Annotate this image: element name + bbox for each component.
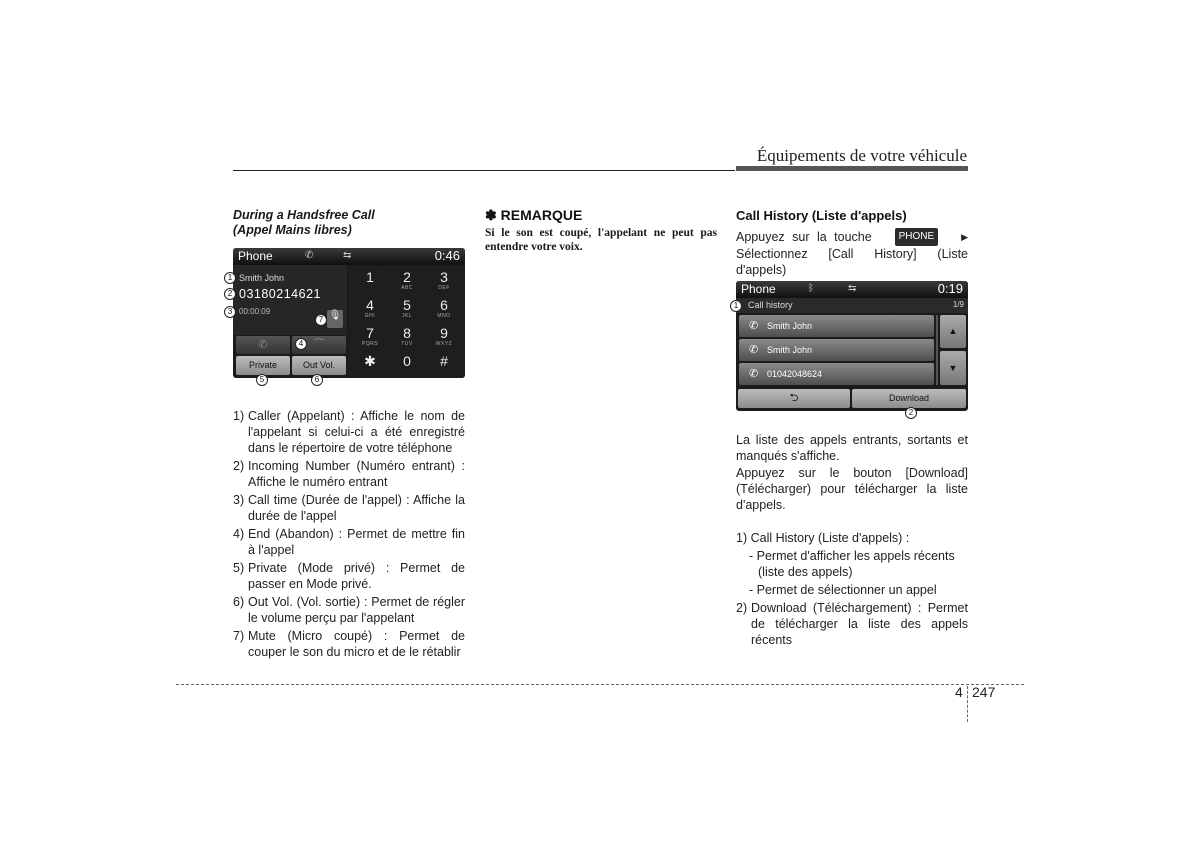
call-icon: ✆ (749, 320, 759, 332)
callout-1: 1 (224, 272, 236, 284)
key-digit: 4 (366, 297, 374, 313)
item-text: Mute (Micro coupé) : Permet de couper le son du micro et de le rétablir (248, 629, 465, 659)
caller-name: Smith John (239, 273, 285, 283)
remark-heading: ✽ REMARQUE (485, 207, 583, 223)
keypad-key[interactable] (353, 269, 387, 297)
back-button[interactable] (738, 389, 850, 408)
key-digit: 9 (440, 325, 448, 341)
call-history-intro: Appuyez sur la touche PHONE ▶ Sélectionnez [Call History] (Liste d'appels) (736, 230, 968, 277)
mute-button[interactable] (327, 310, 343, 328)
call-history-items (736, 530, 968, 648)
para-download: Appuyez sur le bouton [Download] (Télécharger) pour télécharger la liste d'appels. (736, 466, 968, 512)
phone-icon: ✆ (258, 339, 268, 351)
screen-header (736, 281, 968, 298)
keypad-key[interactable] (390, 297, 424, 325)
item1-sub2: - Permet de sélectionner un appel (749, 583, 937, 597)
key-letters: JKL (401, 313, 413, 319)
key-digit: 2 (403, 269, 411, 285)
call-icon: ✆ (305, 250, 314, 261)
triangle-down-icon: ▼ (948, 363, 958, 373)
list-item (233, 408, 465, 456)
key-letters: TUV (401, 341, 413, 347)
keypad-key[interactable] (427, 269, 461, 297)
item2: 2) Download (Téléchargement) : Permet de télécharger la liste des appels récents (736, 601, 968, 647)
call-history-row[interactable]: ✆ 01042048624 (739, 363, 934, 385)
callout-2: 2 (224, 288, 236, 300)
callout-1: 1 (730, 300, 742, 312)
item-number: 1) (233, 409, 245, 423)
scrollbar[interactable] (936, 315, 938, 385)
list-item (233, 594, 465, 626)
key-digit: 6 (440, 297, 448, 313)
triangle-up-icon: ▲ (948, 326, 958, 336)
key-letters: MNO (437, 313, 451, 319)
keypad-key[interactable] (353, 353, 387, 378)
list-item (233, 492, 465, 524)
key-digit: 3 (440, 269, 448, 285)
intro-line: Appuyez sur la touche PHONE ▶ (736, 230, 968, 244)
list-item (233, 560, 465, 592)
screen-time: 0:46 (434, 248, 460, 263)
header-rule (233, 170, 735, 171)
para-list-shown: La liste des appels entrants, sortants et manqués s'affiche. (736, 433, 968, 463)
keypad-key[interactable] (427, 325, 461, 353)
list-page: 1/9 (952, 300, 964, 309)
remark-text: Si le son est coupé, l'appelant ne peut pas entendre votre voix. (485, 227, 717, 253)
footer-divider (967, 686, 968, 722)
usb-icon: ⇆ (343, 250, 352, 261)
keypad-key[interactable] (353, 297, 387, 325)
call-history-row[interactable]: ✆ Smith John (739, 315, 934, 337)
call-history-screen (736, 281, 968, 411)
callout-6: 6 (311, 374, 323, 386)
key-letters: ABC (401, 285, 413, 291)
key-digit: 1 (366, 269, 374, 285)
key-digit: 0 (403, 353, 411, 369)
list-item (233, 458, 465, 490)
key-letters: GHI (364, 313, 376, 319)
item-text: Out Vol. (Vol. sortie) : Permet de régler le volume perçu par l'appelant (248, 595, 465, 625)
keypad-key[interactable] (353, 325, 387, 353)
key-letters: DEF (438, 285, 450, 291)
screen-title: Phone (238, 249, 273, 263)
caller-number: 03180214621 (239, 287, 321, 301)
screen-header (233, 248, 465, 265)
keypad-key[interactable] (390, 325, 424, 353)
keypad-key[interactable] (427, 353, 461, 378)
call-duration: 00:00:09 (239, 307, 271, 316)
list-title: Call history (748, 300, 793, 310)
list-item (233, 526, 465, 558)
download-button[interactable]: Download (852, 389, 966, 408)
item-text: End (Abandon) : Permet de mettre fin à l'appel (248, 527, 465, 557)
call-icon: ✆ (749, 368, 759, 380)
screen-time: 0:19 (937, 281, 963, 296)
key-digit: 7 (366, 325, 374, 341)
keypad-key[interactable] (390, 353, 424, 378)
key-digit: ✱ (364, 353, 376, 369)
page-number: 247 (972, 684, 996, 700)
call-history-row[interactable]: ✆ Smith John (739, 339, 934, 361)
key-digit: # (440, 353, 448, 369)
item-number: 6) (233, 595, 245, 609)
item-number: 7) (233, 629, 245, 643)
back-icon: ⮌ (789, 392, 799, 404)
item-text: Incoming Number (Numéro entrant) : Affiche le numéro entrant (248, 459, 465, 489)
keypad-key[interactable] (427, 297, 461, 325)
item-text: Call time (Durée de l'appel) : Affiche la durée de l'appel (248, 493, 465, 523)
list-item (233, 628, 465, 660)
callout-7: 7 (315, 314, 327, 326)
item-number: 3) (233, 493, 245, 507)
hangup-icon: ⌒ (313, 339, 325, 351)
key-digit: 8 (403, 325, 411, 341)
out-vol-button[interactable]: Out Vol. (292, 356, 346, 375)
handsfree-call-screen (233, 248, 465, 378)
item1-sub1: - Permet d'afficher les appels récents (liste des appels) (749, 549, 955, 579)
section-subheading: During a Handsfree Call (Appel Mains libres) (233, 208, 375, 237)
screen-title: Phone (741, 282, 776, 296)
footer-rule (176, 684, 1024, 685)
call-history-heading: Call History (Liste d'appels) (736, 208, 907, 223)
dial-keypad (349, 266, 465, 378)
bluetooth-icon: ᛒ (808, 283, 814, 294)
header-rule-thick (736, 166, 968, 171)
arrow-icon: ▶ (961, 232, 968, 242)
chapter-title: Équipements de votre véhicule (756, 146, 967, 165)
call-icon: ✆ (749, 344, 759, 356)
mic-icon: 🎙 (328, 310, 342, 321)
item-text: Caller (Appelant) : Affiche le nom de l'appelant si celui-ci a été enregistré dans le répertoire de votre téléphone (248, 409, 465, 455)
phone-key-tag: PHONE (895, 228, 939, 246)
chapter-number: 4 (955, 684, 963, 700)
item-number: 5) (233, 561, 245, 575)
item-number: 4) (233, 527, 245, 541)
callout-5: 5 (256, 374, 268, 386)
scroll-down-button[interactable] (940, 351, 966, 385)
item-text: Private (Mode privé) : Permet de passer en Mode privé. (248, 561, 465, 591)
private-button[interactable]: Private (236, 356, 290, 375)
callout-3: 3 (224, 306, 236, 318)
feature-list (233, 408, 465, 662)
callout-4: 4 (295, 338, 307, 350)
key-letters: WXYZ (435, 341, 453, 347)
key-digit: 5 (403, 297, 411, 313)
scroll-up-button[interactable] (940, 315, 966, 348)
answer-button[interactable] (236, 336, 290, 354)
callout-2: 2 (905, 407, 917, 419)
keypad-key[interactable] (390, 269, 424, 297)
item1-title: 1) Call History (Liste d'appels) : (736, 531, 910, 545)
key-letters: PQRS (361, 341, 379, 347)
item-number: 2) (233, 459, 245, 473)
usb-icon: ⇆ (848, 283, 857, 294)
